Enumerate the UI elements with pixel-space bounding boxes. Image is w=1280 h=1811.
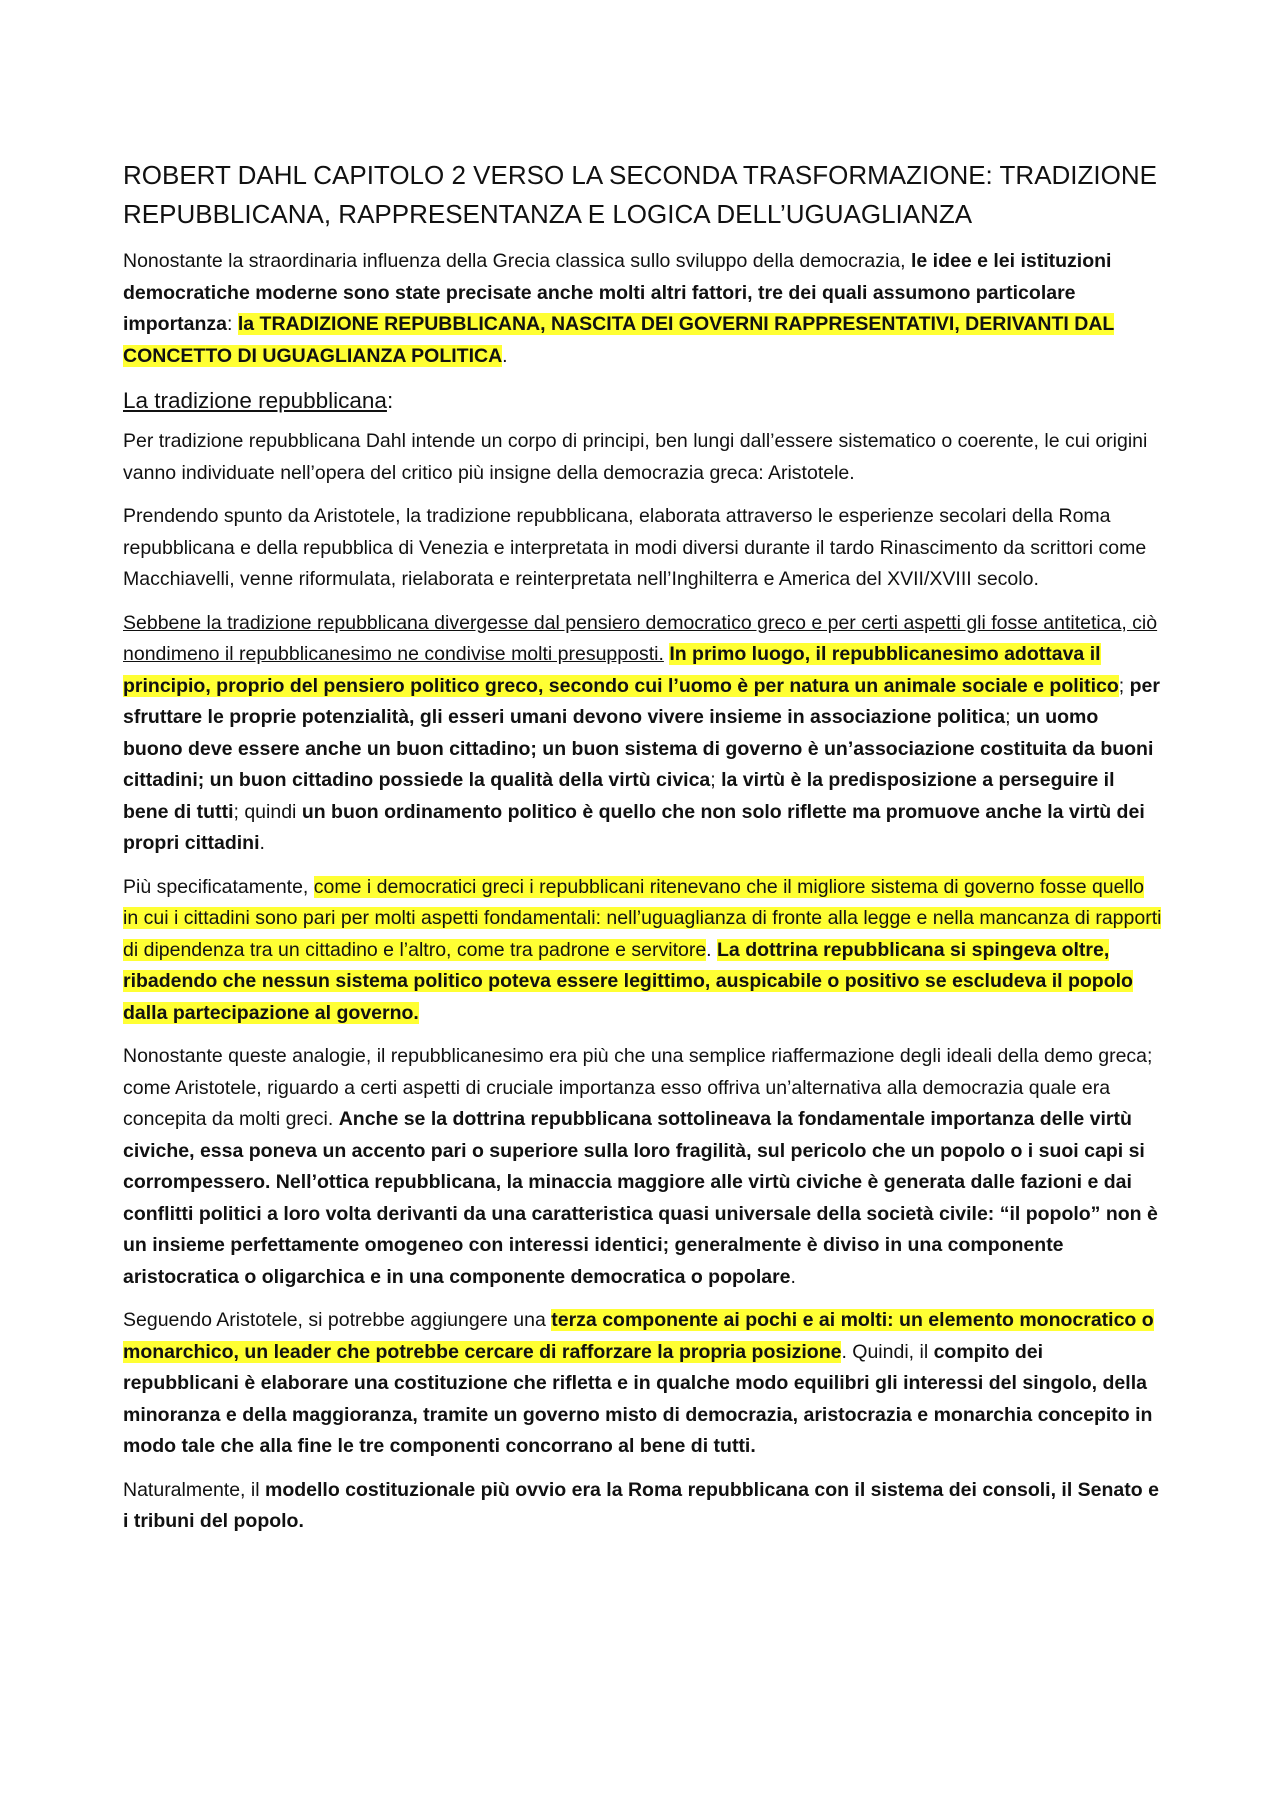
highlighted-run: come i democratici greci i repubblicani ritenevano che il migliore sistema di governo fosse quello in cui i cittadini sono pari per molti aspetti fondamentali: nell’uguaglianza di fronte alla legge e nella mancanza di rapporti di dipendenza tra un cittadino e l’altro, come tra padrone e servitore — [123, 875, 1162, 961]
text-run: Naturalmente, il — [123, 1478, 265, 1501]
bold-run: Anche se la dottrina repubblicana sottolineava la fondamentale importanza delle virtù civiche, essa poneva un accento pari o superiore sulla loro fragilità, sul pericolo che un popolo o i suoi capi si corrompessero. Nell’ottica repubblicana, la minaccia maggiore alle virtù civiche è generata dalle fazioni e dai conflitti politici a loro volta derivanti da una caratteristica quasi universale della società civile: “il popolo” non è un insieme perfettamente omogeneo con interessi identici; generalmente è diviso in una componente aristocratica o oligarchica e in una componente democratica o popolare — [123, 1108, 1158, 1288]
bold-run: la virtù è la predisposizione a perseguire il bene di tutti — [123, 769, 1115, 823]
text-run: ; quindi — [233, 800, 302, 823]
underlined-run: Sebbene la tradizione repubblicana divergesse dal pensiero democratico greco e per certi aspetti gli fosse antitetica, ciò nondimeno il repubblicanesimo ne condivise molti presupposti. — [123, 611, 1158, 665]
text-run: ; — [1118, 674, 1130, 697]
section-heading-text: La tradizione repubblicana — [123, 388, 387, 413]
text-run: : — [227, 313, 238, 335]
highlighted-bold-run: La dottrina repubblicana si spingeva oltre, ribadendo che nessun sistema politico poteva essere legittimo, auspicabile o positivo se escludeva il popolo dalla partecipazione al governo. — [123, 938, 1133, 1024]
text-run: . — [790, 1265, 796, 1288]
paragraph-intro — [123, 246, 1162, 372]
section-heading — [123, 384, 1162, 418]
paragraph-origins: Prendendo spunto da Aristotele, la tradizione repubblicana, elaborata attraverso le esperienze secolari della Roma repubblicana e della repubblica di Venezia e interpretata in modi diversi durante il tardo Rinascimento da scrittori come Macchiavelli, venne riformulata, rielaborata e reinterpretata nell’Inghilterra e America del XVII/XVIII secolo. — [123, 505, 1147, 590]
text-run: Seguendo Aristotele, si potrebbe aggiungere una — [123, 1309, 552, 1331]
paragraph-equality — [123, 872, 1162, 1030]
bold-run: modello costituzionale più ovvio era la Roma repubblicana con il sistema dei consoli, il Senato e i tribuni del popolo. — [123, 1478, 1159, 1532]
text-run: . Quindi, il — [841, 1340, 934, 1363]
highlighted-bold-run: terza componente ai pochi e ai molti: un elemento monocratico o monarchico, un leader che potrebbe cercare di rafforzare la propria posizione — [123, 1309, 1154, 1363]
text-run: Nonostante queste analogie, il repubblicanesimo era più che una semplice riaffermazione degli ideali della demo greca; come Aristotele, riguardo a certi aspetti di cruciale importanza esso offriva un’alternativa alla democrazia quale era concepita da molti greci. — [123, 1045, 1153, 1130]
highlighted-bold-run: la TRADIZIONE REPUBBLICANA, NASCITA DEI GOVERNI RAPPRESENTATIVI, DERIVANTI DAL CONCETTO DI UGUAGLIANZA POLITICA — [123, 313, 1115, 367]
text-run: . — [502, 344, 508, 367]
paragraph-definition: Per tradizione repubblicana Dahl intende un corpo di principi, ben lungi dall’essere sistematico o coerente, le cui origini vanno individuate nell’opera del critico più insigne della democrazia greca: Aristotele. — [123, 430, 1148, 484]
text-run: ; — [710, 769, 722, 791]
text-run: Nonostante la straordinaria influenza della Grecia classica sullo sviluppo della democrazia, — [123, 250, 911, 272]
section-heading-suffix: : — [386, 388, 394, 413]
bold-run: le idee e lei istituzioni democratiche moderne sono state precisate anche molti altri fattori, tre dei quali assumono particolare importanza — [123, 250, 1112, 335]
paragraph-analogies — [123, 1041, 1162, 1293]
document-title: ROBERT DAHL CAPITOLO 2 VERSO LA SECONDA TRASFORMAZIONE: TRADIZIONE REPUBBLICANA, RAPPRESENTANZA E LOGICA DELL’UGUAGLIANZA — [123, 160, 1157, 229]
text-run: . — [706, 938, 718, 961]
bold-run: per sfruttare le proprie potenzialità, gli esseri umani devono vivere insieme in associazione politica — [123, 674, 1160, 728]
bold-run: compito dei repubblicani è elaborare una costituzione che rifletta e in qualche modo equilibri gli interessi del singolo, della minoranza e della maggioranza, tramite un governo misto di democrazia, aristocrazia e monarchia concepito in modo tale che alla fine le tre componenti concorrano al bene di tutti. — [123, 1340, 1153, 1457]
bold-run: un buon ordinamento politico è quello che non solo riflette ma promuove anche la virtù dei propri cittadini — [123, 800, 1145, 854]
text-run: . — [259, 832, 265, 854]
text-run: Più specificatamente, — [123, 875, 314, 898]
text-run: ; — [1005, 706, 1016, 728]
bold-run: un uomo buono deve essere anche un buon cittadino; un buon sistema di governo è un’associazione costituita da buoni cittadini; un buon cittadino possiede la qualità della virtù civica — [123, 706, 1154, 791]
highlighted-bold-run: In primo luogo, il repubblicanesimo adottava il principio, proprio del pensiero politico greco, secondo cui l’uomo è per natura un animale sociale e politico — [123, 643, 1119, 697]
paragraph-third-component — [123, 1305, 1162, 1463]
paragraph-presuppositions — [123, 608, 1162, 860]
paragraph-roman-model — [123, 1475, 1162, 1538]
